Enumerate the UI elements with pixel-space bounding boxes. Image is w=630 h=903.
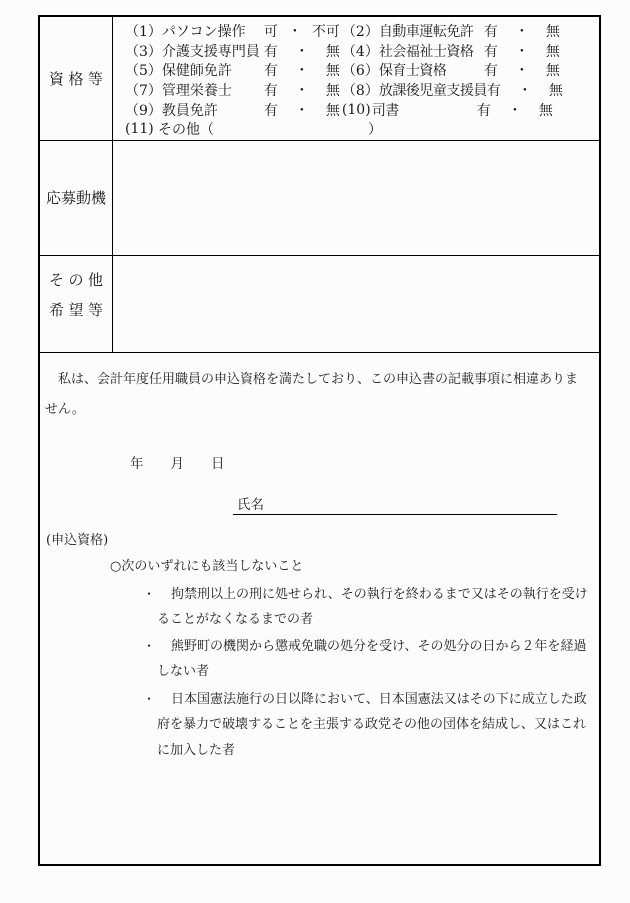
row-label-char: 動 — [76, 189, 92, 207]
row-label-char: 機 — [91, 189, 107, 207]
item-label: 介護支援専門員 — [161, 43, 260, 60]
option-have[interactable]: 有 — [263, 102, 278, 119]
item-number: （2） — [341, 23, 379, 40]
item-label: 保育士資格 — [378, 63, 447, 80]
option-separator-dot: ・ — [514, 23, 529, 40]
item-label: 社会福祉士資格 — [378, 43, 474, 60]
motivation-input-area[interactable] — [113, 141, 599, 254]
option-not-have[interactable]: 無 — [325, 82, 340, 99]
qualification-line — [125, 41, 595, 61]
qualifications-row-label — [49, 71, 103, 87]
eligibility-section — [40, 528, 600, 765]
option-group — [264, 100, 340, 120]
item-number: （4） — [341, 43, 379, 60]
eligibility-continuation-line: 府を暴力で破壊することを主張する政党その他の団体を結成し、又はこれ — [157, 717, 587, 733]
option-separator-dot: ・ — [514, 63, 529, 80]
qualification-line-other — [125, 119, 595, 139]
item-number: （1） — [125, 23, 162, 40]
name-input-line[interactable] — [233, 497, 557, 515]
eligibility-bullet-line — [40, 581, 600, 607]
row-label-char: 望 — [68, 301, 84, 319]
qualification-line — [125, 100, 595, 120]
option-have[interactable]: 有 — [483, 63, 498, 80]
option-not-have[interactable]: 無 — [325, 43, 340, 60]
option-have[interactable]: 有 — [483, 23, 498, 40]
option-not-have[interactable]: 無 — [548, 82, 563, 99]
row-label-char: そ — [49, 271, 65, 289]
eligibility-title: (申込資格) — [46, 533, 109, 548]
other-requests-row-label-line1 — [49, 272, 103, 288]
option-have[interactable]: 有 — [263, 63, 278, 80]
day-label: 日 — [211, 456, 225, 472]
item-number: (11) — [125, 121, 154, 138]
eligibility-heading: ○次のいずれにも該当しないこと — [110, 559, 304, 575]
option-separator-dot: ・ — [514, 43, 529, 60]
option-group — [484, 60, 560, 80]
row-label-char: 等 — [87, 301, 103, 319]
option-group — [264, 60, 340, 80]
qualification-line — [125, 80, 595, 100]
eligibility-bullet-line — [40, 686, 600, 712]
row-label-char: 他 — [87, 271, 103, 289]
item-number: （9） — [125, 102, 162, 119]
option-group — [264, 21, 340, 41]
row-label-char: 格 — [68, 70, 84, 88]
item-number: （6） — [341, 63, 379, 80]
eligibility-bullet-line — [40, 633, 600, 659]
option-group — [477, 100, 553, 120]
item-label: 教員免許 — [161, 102, 218, 119]
form-table — [38, 15, 601, 866]
option-have[interactable]: 有 — [263, 82, 278, 99]
option-separator-dot: ・ — [294, 43, 309, 60]
name-label: 氏名 — [237, 497, 264, 513]
declaration-line: 私は、会計年度任用職員の申込資格を満たしており、この申込書の記載事項に相違ありま — [45, 372, 579, 387]
row-label-char: 募 — [61, 189, 77, 207]
option-not-have[interactable]: 無 — [545, 23, 560, 40]
row-label-char: 応 — [46, 189, 62, 207]
other-requests-input-area[interactable] — [113, 256, 599, 351]
option-separator-dot: ・ — [294, 82, 309, 99]
item-label: 放課後児童支援員 — [378, 82, 487, 99]
row-label-char: 希 — [49, 301, 65, 319]
option-separator-dot: ・ — [294, 102, 309, 119]
option-have[interactable]: 有 — [263, 43, 278, 60]
option-group — [264, 80, 340, 100]
item-label: パソコン操作 — [161, 23, 246, 40]
item-number: （7） — [125, 82, 162, 99]
option-capable[interactable]: 可 — [263, 23, 278, 40]
option-not-have[interactable]: 無 — [325, 63, 340, 80]
eligibility-continuation-line: に加入した者 — [157, 743, 236, 759]
option-have[interactable]: 有 — [483, 43, 498, 60]
item-number: （5） — [125, 63, 162, 80]
option-group — [487, 80, 563, 100]
motivation-row-label — [46, 190, 106, 206]
option-separator-dot: ・ — [507, 102, 522, 119]
eligibility-text: 日本国憲法施行の日以降において、日本国憲法又はその下に成立した政 — [171, 691, 587, 707]
row-label-char: の — [68, 271, 84, 289]
item-number: (10) — [341, 101, 371, 118]
bullet-icon: ・ — [143, 691, 156, 706]
qualifications-grid — [125, 21, 595, 139]
eligibility-text: 熊野町の機関から懲戒免職の処分を受け、その処分の日から２年を経過 — [171, 639, 587, 655]
bullet-icon: ・ — [143, 639, 156, 654]
year-label: 年 — [130, 456, 144, 472]
date-input-line[interactable] — [130, 452, 225, 472]
option-group — [484, 21, 560, 41]
option-not-have[interactable]: 無 — [538, 102, 553, 119]
item-label: 自動車運転免許 — [378, 23, 474, 40]
declaration-paragraph — [45, 365, 597, 424]
item-label: その他（ — [158, 122, 214, 139]
row-label-char: 資 — [49, 70, 65, 88]
bullet-icon: ・ — [143, 586, 156, 601]
option-not-capable[interactable]: 不可 — [311, 23, 340, 40]
option-not-have[interactable]: 無 — [545, 43, 560, 60]
eligibility-continuation-line: ることがなくなるまでの者 — [157, 611, 314, 627]
option-separator-dot: ・ — [287, 23, 302, 40]
option-group — [484, 41, 560, 61]
option-have[interactable]: 有 — [476, 102, 491, 119]
option-separator-dot: ・ — [294, 63, 309, 80]
item-number: （3） — [125, 43, 162, 60]
closing-paren: ） — [368, 122, 382, 139]
qualification-line — [125, 21, 595, 41]
row-label-char: 等 — [87, 70, 103, 88]
option-group — [264, 41, 340, 61]
option-have[interactable]: 有 — [486, 82, 501, 99]
option-separator-dot: ・ — [517, 82, 532, 99]
option-not-have[interactable]: 無 — [325, 102, 340, 119]
qualification-line — [125, 60, 595, 80]
item-label: 保健師免許 — [161, 63, 232, 80]
declaration-line: せん。 — [45, 401, 85, 417]
eligibility-continuation-line: しない者 — [157, 664, 210, 680]
item-number: （8） — [341, 82, 379, 99]
item-label: 管理栄養士 — [161, 82, 232, 99]
month-label: 月 — [170, 456, 184, 472]
row-separator — [40, 352, 599, 353]
other-requests-row-label-line2 — [49, 302, 103, 318]
eligibility-text: 拘禁刑以上の刑に処せられ、その執行を終わるまで又はその執行を受け — [171, 586, 588, 602]
option-not-have[interactable]: 無 — [545, 63, 560, 80]
item-label: 司書 — [371, 102, 399, 119]
